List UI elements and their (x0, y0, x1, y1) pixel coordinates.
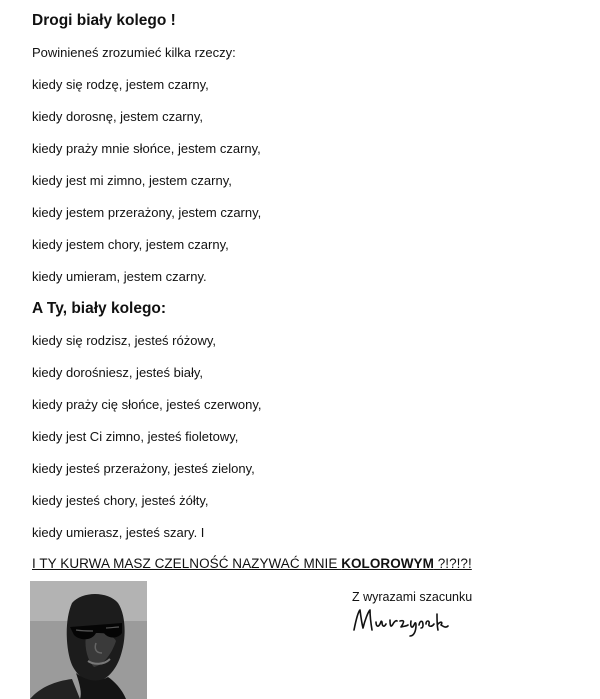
white-line-5: kiedy jesteś przerażony, jesteś zielony, (32, 461, 255, 476)
black-line-4: kiedy jest mi zimno, jestem czarny, (32, 173, 232, 188)
white-line-4: kiedy jest Ci zimno, jesteś fioletowy, (32, 429, 239, 444)
black-line-6: kiedy jestem chory, jestem czarny, (32, 237, 229, 252)
intro-line: Powinieneś zrozumieć kilka rzeczy: (32, 45, 236, 60)
black-line-1: kiedy się rodzę, jestem czarny, (32, 77, 209, 92)
white-line-1: kiedy się rodzisz, jesteś różowy, (32, 333, 216, 348)
letter-heading-1: Drogi biały kolego ! (32, 12, 176, 29)
letter-heading-2: A Ty, biały kolego: (32, 300, 167, 317)
closing-regards: Z wyrazami szacunku (352, 590, 473, 604)
black-line-5: kiedy jestem przerażony, jestem czarny, (32, 205, 262, 220)
punchline (32, 556, 472, 572)
white-line-3: kiedy praży cię słońce, jesteś czerwony, (32, 397, 262, 412)
punchline-bold-word: KOLOROWYM (341, 556, 434, 571)
punchline-end: ?!?!?! (433, 556, 472, 571)
white-line-2: kiedy dorośniesz, jesteś biały, (32, 365, 204, 380)
black-line-2: kiedy dorosnę, jestem czarny, (32, 109, 203, 124)
black-line-3: kiedy praży mnie słońce, jestem czarny, (32, 141, 261, 156)
punchline-text: I TY KURWA MASZ CZELNOŚĆ NAZYWAĆ MNIE (32, 556, 342, 571)
black-line-7: kiedy umieram, jestem czarny. (32, 269, 207, 284)
white-line-6: kiedy jesteś chory, jesteś żółty, (32, 493, 209, 508)
signature (350, 600, 470, 640)
portrait-image (30, 581, 147, 699)
white-line-7: kiedy umierasz, jesteś szary. I (32, 525, 205, 540)
portrait-illustration (30, 581, 147, 699)
